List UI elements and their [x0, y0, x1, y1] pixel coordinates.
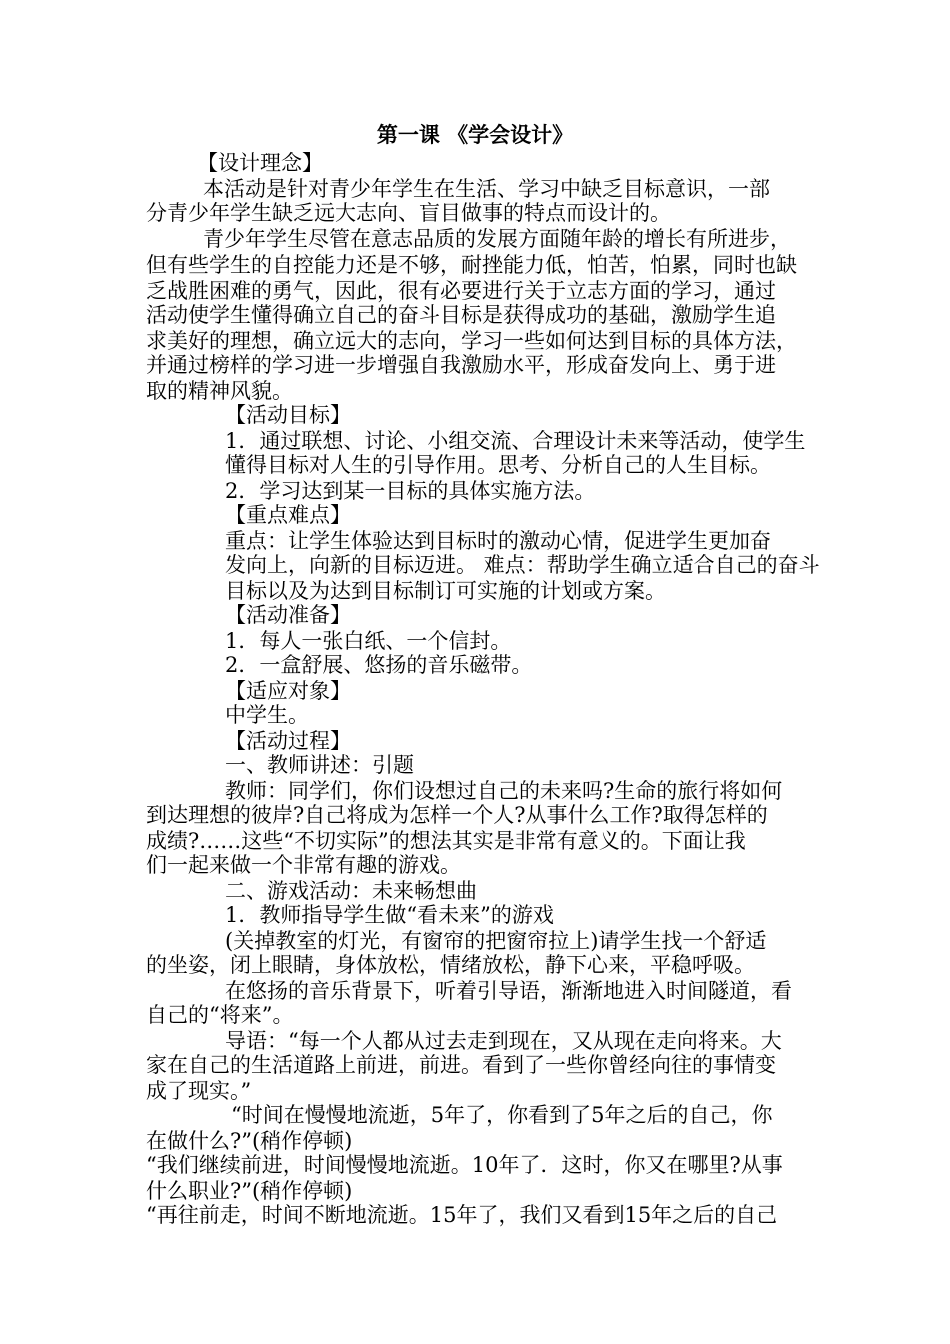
- paragraph-line: 求美好的理想，确立远大的志向，学习一些如何达到目标的具体方法，: [146, 329, 797, 353]
- paragraph-line: 乏战胜困难的勇气，因此，很有必要进行关于立志方面的学习，通过: [146, 279, 776, 303]
- paragraph-line: 青少年学生尽管在意志品质的发展方面随年龄的增长有所进步，: [203, 227, 791, 251]
- paragraph-line: 但有些学生的自控能力还是不够，耐挫能力低，怕苦，怕累，同时也缺: [146, 253, 797, 277]
- paragraph-line: 成绩?……这些“不切实际”的想法其实是非常有意义的。下面让我: [146, 829, 746, 853]
- paragraph-line: “时间在慢慢地流逝，5年了，你看到了5年之后的自己，你: [231, 1103, 773, 1127]
- section-heading: 【适应对象】: [225, 679, 351, 703]
- paragraph-line: 一、教师讲述：引题: [225, 753, 414, 777]
- paragraph-line: 家在自己的生活道路上前进，前进。看到了一些你曾经向往的事情变: [146, 1053, 776, 1077]
- paragraph-line: 在做什么?”(稍作停顿): [146, 1129, 353, 1153]
- paragraph-line: 2．学习达到某一目标的具体实施方法。: [225, 479, 596, 503]
- paragraph-line: 什么职业?”(稍作停顿): [146, 1179, 353, 1203]
- paragraph-line: 1．通过联想、讨论、小组交流、合理设计未来等活动，使学生: [225, 429, 806, 453]
- paragraph-line: 导语：“每一个人都从过去走到现在，又从现在走向将来。大: [225, 1029, 782, 1053]
- paragraph-line: (关掉教室的灯光，有窗帘的把窗帘拉上)请学生找一个舒适: [225, 929, 767, 953]
- paragraph-line: 教师：同学们，你们设想过自己的未来吗?生命的旅行将如何: [225, 779, 783, 803]
- paragraph-line: 并通过榜样的学习进一步增强自我激励水平，形成奋发向上、勇于进: [146, 353, 776, 377]
- paragraph-line: 重点：让学生体验达到目标时的激动心情，促进学生更加奋: [225, 529, 771, 553]
- section-heading: 【活动准备】: [225, 603, 351, 627]
- section-heading: 【设计理念】: [197, 151, 323, 175]
- paragraph-line: 们一起来做一个非常有趣的游戏。: [146, 853, 461, 877]
- paragraph-line: 成了现实。”: [146, 1079, 252, 1103]
- paragraph-line: 发向上，向新的目标迈进。 难点：帮助学生确立适合自己的奋斗: [225, 553, 820, 577]
- paragraph-line: 2．一盒舒展、悠扬的音乐磁带。: [225, 653, 533, 677]
- paragraph-line: 1．教师指导学生做“看未来”的游戏: [225, 903, 554, 927]
- section-heading: 【活动过程】: [225, 729, 351, 753]
- paragraph-line: 1．每人一张白纸、一个信封。: [225, 629, 512, 653]
- paragraph-line: 到达理想的彼岸?自己将成为怎样一个人?从事什么工作?取得怎样的: [146, 803, 768, 827]
- document-title: 第一课 《学会设计》: [376, 123, 574, 147]
- paragraph-line: 的坐姿，闭上眼睛，身体放松，情绪放松，静下心来，平稳呼吸。: [146, 953, 755, 977]
- paragraph-line: 中学生。: [225, 703, 309, 727]
- paragraph-line: 在悠扬的音乐背景下，听着引导语，渐渐地进入时间隧道，看: [225, 979, 792, 1003]
- paragraph-line: 二、游戏活动：未来畅想曲: [225, 879, 477, 903]
- paragraph-line: 目标以及为达到目标制订可实施的计划或方案。: [225, 579, 666, 603]
- paragraph-line: “我们继续前进，时间慢慢地流逝。10年了．这时，你又在哪里?从事: [146, 1153, 783, 1177]
- paragraph-line: 分青少年学生缺乏远大志向、盲目做事的特点而设计的。: [146, 201, 671, 225]
- paragraph-line: 活动使学生懂得确立自己的奋斗目标是获得成功的基础，激励学生追: [146, 303, 776, 327]
- paragraph-line: 取的精神风貌。: [146, 379, 293, 403]
- section-heading: 【重点难点】: [225, 503, 351, 527]
- paragraph-line: “再往前走，时间不断地流逝。15年了，我们又看到15年之后的自己: [146, 1203, 778, 1227]
- section-heading: 【活动目标】: [225, 403, 351, 427]
- paragraph-line: 懂得目标对人生的引导作用。思考、分析自己的人生目标。: [225, 453, 771, 477]
- paragraph-line: 本活动是针对青少年学生在生活、学习中缺乏目标意识，一部: [203, 177, 770, 201]
- paragraph-line: 自己的“将来”。: [146, 1003, 294, 1027]
